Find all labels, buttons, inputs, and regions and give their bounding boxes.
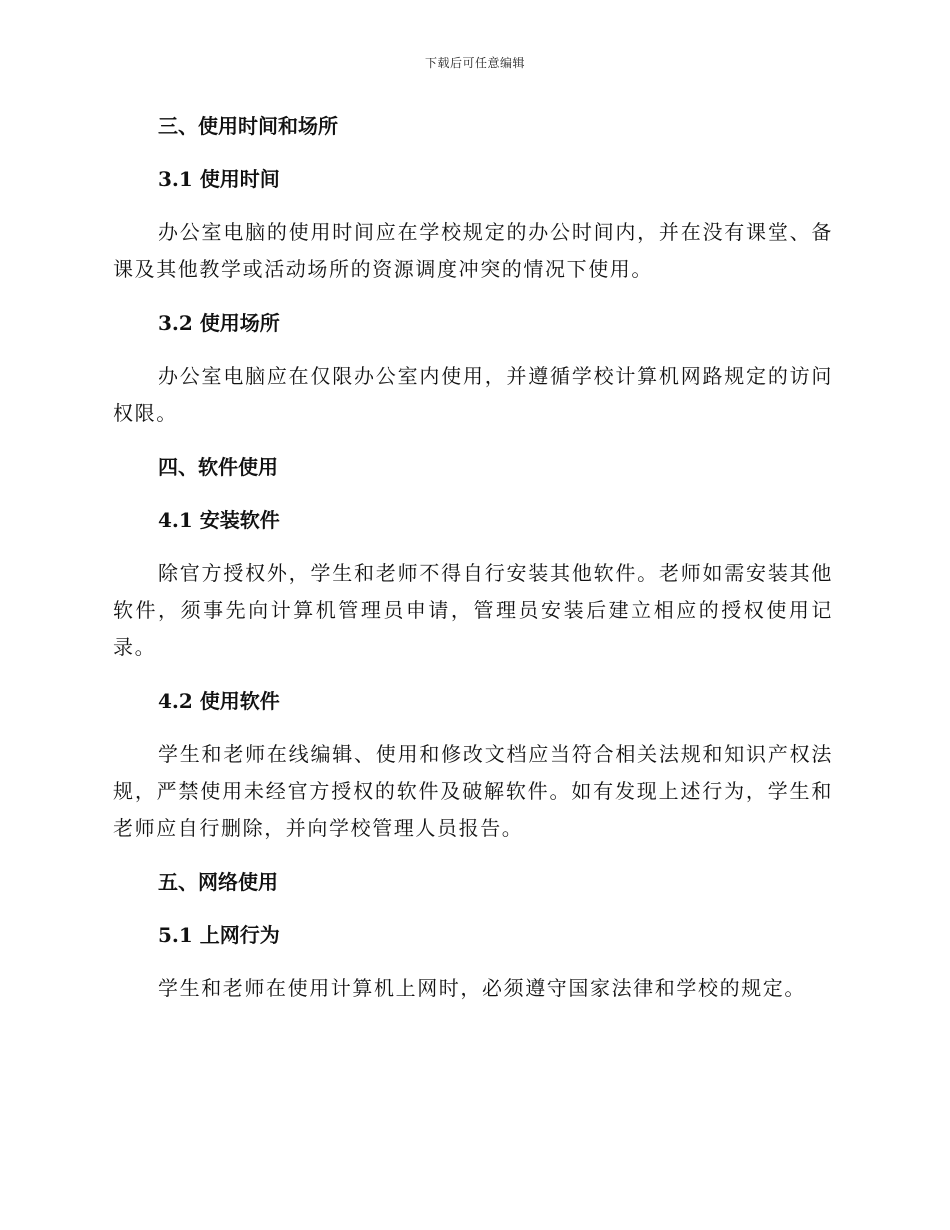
subsection-4-2-title: 4.2 使用软件 xyxy=(158,689,280,713)
subsection-5-1-title: 5.1 上网行为 xyxy=(158,923,280,947)
section-3-title: 三、使用时间和场所 xyxy=(158,114,338,138)
subsection-3-1-title: 3.1 使用时间 xyxy=(158,167,280,191)
section-5-title: 五、网络使用 xyxy=(158,870,278,894)
page-header: 下载后可任意编辑 xyxy=(424,56,525,70)
subsection-4-1-body: 除官方授权外，学生和老师不得自行安装其他软件。老师如需安装其他软件，须事先向计算机管理员申请，管理员安装后建立相应的授权使用记录。 xyxy=(113,561,833,659)
subsection-4-1-title: 4.1 安装软件 xyxy=(158,508,280,532)
subsection-3-2-body: 办公室电脑应在仅限办公室内使用，并遵循学校计算机网路规定的访问权限。 xyxy=(113,364,833,425)
section-4-title: 四、软件使用 xyxy=(158,455,278,479)
subsection-5-1-body: 学生和老师在使用计算机上网时，必须遵守国家法律和学校的规定。 xyxy=(158,976,806,1000)
subsection-4-2-body: 学生和老师在线编辑、使用和修改文档应当符合相关法规和知识产权法规，严禁使用未经官方授权的软件及破解软件。如有发现上述行为，学生和老师应自行删除，并向学校管理人员报告。 xyxy=(113,742,833,840)
document-body xyxy=(113,108,833,1007)
subsection-3-2-title: 3.2 使用场所 xyxy=(158,311,280,335)
subsection-3-1-body: 办公室电脑的使用时间应在学校规定的办公时间内，并在没有课堂、备课及其他教学或活动场所的资源调度冲突的情况下使用。 xyxy=(113,220,833,281)
